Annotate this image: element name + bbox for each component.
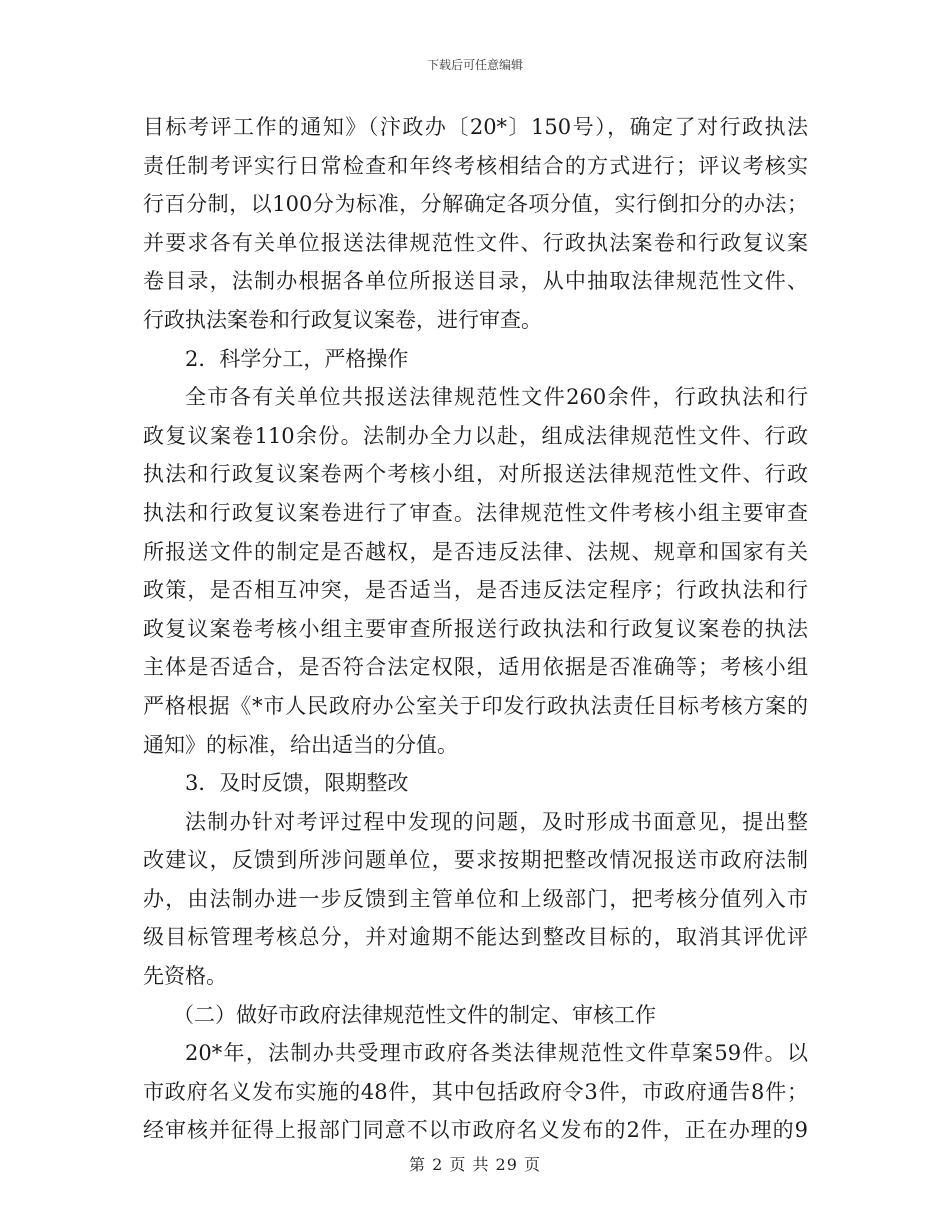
text-line: 政复议案卷110余份。法制办全力以赴，组成法律规范性文件、行政 <box>143 423 808 448</box>
text-line: 执法和行政复议案卷进行了审查。法律规范性文件考核小组主要审查 <box>143 500 808 525</box>
text-line: （二）做好市政府法律规范性文件的制定、审核工作 <box>173 1002 656 1027</box>
text-line: 级目标管理考核总分，并对逾期不能达到整改目标的，取消其评优评 <box>143 925 808 950</box>
text-line: 20*年，法制办共受理市政府各类法律规范性文件草案59件。以 <box>185 1041 808 1066</box>
text-line: 先资格。 <box>143 964 227 989</box>
text-line: 全市各有关单位共报送法律规范性文件260余件，行政执法和行 <box>185 385 808 410</box>
document-body <box>143 108 808 1150</box>
text-line: 行政执法案卷和行政复议案卷，进行审查。 <box>143 307 542 332</box>
text-line: 改建议，反馈到所涉问题单位，要求按期把整改情况报送市政府法制 <box>143 848 808 873</box>
text-line: 主体是否适合，是否符合法定权限，适用依据是否准确等；考核小组 <box>143 655 808 680</box>
text-line: 并要求各有关单位报送法律规范性文件、行政执法案卷和行政复议案 <box>143 230 808 255</box>
text-line: 通知》的标准，给出适当的分值。 <box>143 732 458 757</box>
text-line: 市政府名义发布实施的48件，其中包括政府令3件，市政府通告8件； <box>143 1079 808 1104</box>
text-line: 目标考评工作的通知》（汴政办〔20*〕150号），确定了对行政执法 <box>143 115 808 139</box>
text-line: 政策，是否相互冲突，是否适当，是否违反法定程序；行政执法和行 <box>143 578 808 603</box>
text-line: 卷目录，法制办根据各单位所报送目录，从中抽取法律规范性文件、 <box>143 269 808 294</box>
text-line: 法制办针对考评过程中发现的问题，及时形成书面意见，提出整 <box>185 809 808 834</box>
text-line: 严格根据《*市人民政府办公室关于印发行政执法责任目标考核方案的 <box>143 693 808 718</box>
text-line: 责任制考评实行日常检查和年终考核相结合的方式进行；评议考核实 <box>143 153 808 178</box>
page-footer: 第 2 页 共 29 页 <box>409 1155 541 1174</box>
text-line: 行百分制，以100分为标准，分解确定各项分值，实行倒扣分的办法； <box>143 192 808 217</box>
text-line: 3．及时反馈，限期整改 <box>185 771 409 796</box>
text-line: 执法和行政复议案卷两个考核小组，对所报送法律规范性文件、行政 <box>143 462 808 487</box>
text-line: 所报送文件的制定是否越权，是否违反法律、法规、规章和国家有关 <box>143 539 808 564</box>
text-line: 政复议案卷考核小组主要审查所报送行政执法和行政复议案卷的执法 <box>143 616 808 641</box>
text-line: 2．科学分工，严格操作 <box>185 346 409 371</box>
text-line: 经审核并征得上报部门同意不以市政府名义发布的2件，正在办理的9 <box>143 1118 808 1143</box>
text-line: 办，由法制办进一步反馈到主管单位和上级部门，把考核分值列入市 <box>143 886 808 911</box>
page-header: 下载后可任意编辑 <box>426 58 523 72</box>
